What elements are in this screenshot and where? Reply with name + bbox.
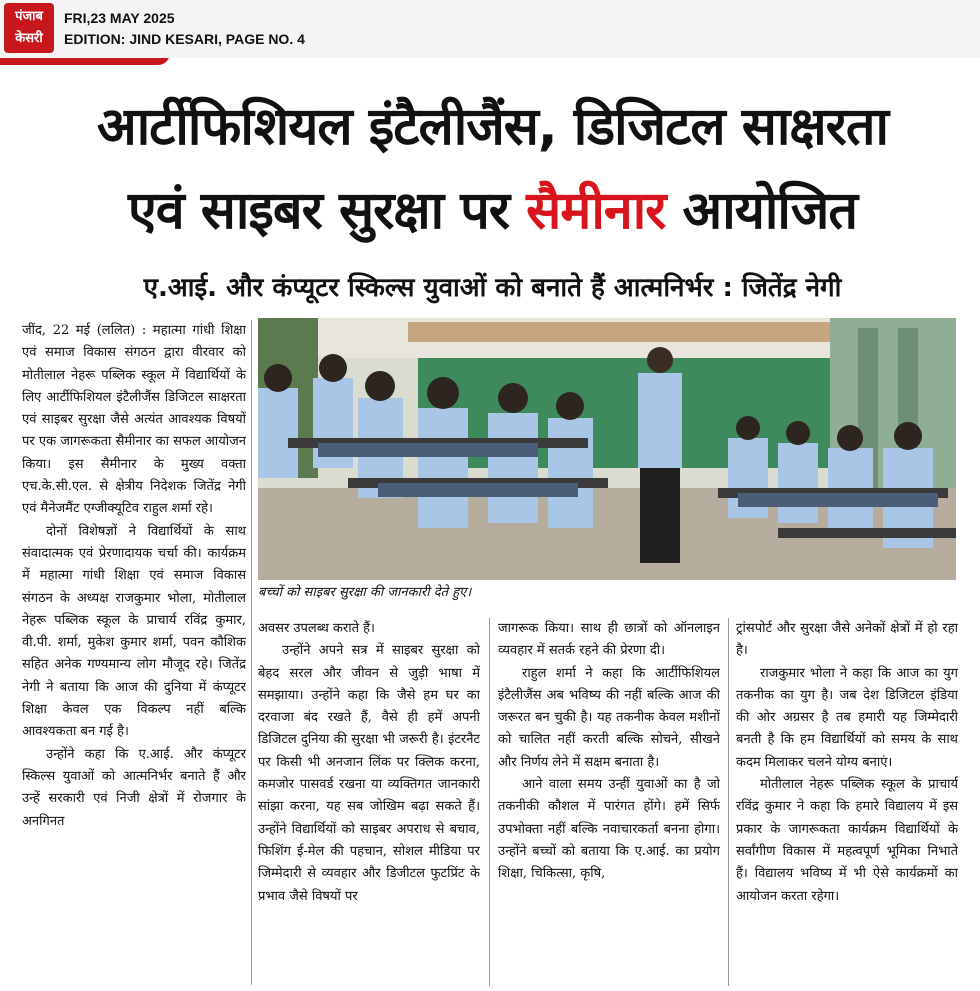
subheadline: ए.आई. और कंप्यूटर स्किल्स युवाओं को बनाते हैं आत्मनिर्भर : जितेंद्र नेगी bbox=[143, 273, 842, 303]
paragraph: अवसर उपलब्ध कराते हैं। bbox=[258, 621, 375, 636]
edition-info: EDITION: JIND KESARI, PAGE NO. 4 bbox=[64, 31, 305, 47]
paragraph: उन्होंने कहा कि ए.आई. और कंप्यूटर स्किल्स युवाओं को आत्मनिर्भर बनाते हैं और उन्हें सरकारी एवं निजी क्षेत्रों में रोजगार के अनगिनत bbox=[22, 746, 246, 829]
article-column-1 bbox=[22, 320, 246, 985]
column-divider bbox=[728, 618, 729, 986]
paragraph: ट्रांसपोर्ट और सुरक्षा जैसे अनेकों क्षेत्रों में हो रहा है। bbox=[736, 621, 958, 659]
paragraph: दोनों विशेषज्ञों ने विद्यार्थियों के साथ संवादात्मक एवं प्रेरणादायक चर्चा की। कार्यक्रम में महात्मा गांधी शिक्षा एवं समाज विकास संगठन के अध्यक्ष राजकुमार भोला, मोतीलाल नेहरू पब्लिक स्कूल के प्राचार्य रविंद्र कुमार, वी.पी. शर्मा, मुकेश कुमार शर्मा, पवन कौशिक सहित अनेक गण्यमान्य लोग मौजूद रहे। जितेंद्र नेगी ने बताया कि आज की दुनिया में कंप्यूटर शिक्षा केवल एक विकल्प नहीं बल्कि आवश्यकता बन गई है। bbox=[22, 523, 246, 740]
headline-highlight: सैमीनार bbox=[526, 181, 666, 241]
paragraph: उन्होंने अपने सत्र में साइबर सुरक्षा को बेहद सरल और जीवन से जुड़ी भाषा में समझाया। उन्होंने कहा कि जैसे हम घर का दरवाजा बंद रखते हैं, वैसे ही हमें अपनी डिजिटल दुनिया की सुरक्षा भी जरूरी है। इंटरनैट पर किसी भी अनजान लिंक पर क्लिक करना, कमजोर पासवर्ड रखना या व्यक्तिगत जानकारी सांझा करना, यह सब जोखिम बढ़ा सकते हैं। उन्होंने विद्यार्थियों को साइबर अपराध से बचाव, फिशिंग ई-मेल की पहचान, सोशल मीडिया पर जिम्मेदारी से व्यवहार और डिजीटल फुटप्रिंट के प्रभाव जैसे विषयों पर bbox=[258, 643, 480, 904]
paragraph: जींद, 22 मई (ललित) : महात्मा गांधी शिक्षा एवं समाज विकास संगठन द्वारा वीरवार को मोतीलाल नेहरू पब्लिक स्कूल में विद्यार्थियों के लिए आर्टीफिशियल इंटैलीजैंस डिजिटल साक्षरता एवं साइबर सुरक्षा जैसे अत्यंत आवश्यक विषयों पर एक जागरूकता सैमीनार का सफल आयोजन किया। इस सैमीनार के मुख्य वक्ता एच.के.सी.एल. से क्षेत्रीय निदेशक जितेंद्र नेगी एवं मैनेजमैंट एग्जीक्यूटिव राहुल शर्मा रहे। bbox=[22, 323, 246, 517]
article-column-4 bbox=[736, 618, 958, 986]
punjab-kesari-logo bbox=[4, 3, 54, 53]
column-divider bbox=[489, 618, 490, 986]
article-column-3 bbox=[498, 618, 720, 986]
masthead-fragment bbox=[0, 58, 200, 66]
clipping-meta bbox=[64, 8, 305, 50]
logo-line-2: केसरी bbox=[15, 31, 43, 46]
headline-line-1: आर्टीफिशियल इंटैलीजैंस, डिजिटल साक्षरता bbox=[97, 97, 888, 157]
logo-line-1: पंजाब bbox=[15, 9, 43, 24]
clipping-header bbox=[0, 0, 980, 58]
seminar-photo bbox=[258, 318, 956, 580]
headline-line-2-end: आयोजित bbox=[665, 181, 858, 241]
publication-date: FRI,23 MAY 2025 bbox=[64, 10, 175, 26]
paragraph: राजकुमार भोला ने कहा कि आज का युग तकनीक का युग है। जब देश डिजिटल इंडिया की ओर अग्रसर है तब हमारी यह जिम्मेदारी बनती है कि हम विद्यार्थियों को समय के साथ कदम मिलाकर चलने योग्य बनाएं। bbox=[736, 665, 958, 770]
classroom-photo-illustration bbox=[258, 318, 956, 580]
paragraph: मोतीलाल नेहरू पब्लिक स्कूल के प्राचार्य रविंद्र कुमार ने कहा कि हमारे विद्यालय में इस प्रकार के जागरूकता कार्यक्रम विद्यार्थियों के सर्वांगीण विकास में महत्वपूर्ण भूमिका निभाते हैं। विद्यालय भविष्य में भी ऐसे कार्यक्रमों का आयोजन करता रहेगा। bbox=[736, 777, 958, 904]
paragraph: राहुल शर्मा ने कहा कि आर्टीफिशियल इंटैलीजैंस अब भविष्य की नहीं बल्कि आज की जरूरत बन चुकी है। यह तकनीक केवल मशीनों को चालित नहीं करती बल्कि सोचने, सीखने और निर्णय लेने में सक्षम बनाता है। bbox=[498, 665, 720, 770]
paragraph: जागरूक किया। साथ ही छात्रों को ऑनलाइन व्यवहार में सतर्क रहने की प्रेरणा दी। bbox=[498, 621, 720, 659]
headline-line-2 bbox=[20, 176, 965, 246]
headline-line-2-start: एवं साइबर सुरक्षा पर bbox=[127, 181, 527, 241]
column-divider bbox=[251, 320, 252, 985]
photo-caption: बच्चों को साइबर सुरक्षा की जानकारी देते हुए। bbox=[258, 585, 472, 600]
article-column-2 bbox=[258, 618, 480, 986]
paragraph: आने वाला समय उन्हीं युवाओं का है जो तकनीकी कौशल में पारंगत होंगे। हमें सिर्फ उपभोक्ता नहीं बल्कि नवाचारकर्ता बनना होगा। उन्होंने बच्चों को बताया कि ए.आई. का प्रयोग शिक्षा, चिकित्सा, कृषि, bbox=[498, 777, 720, 882]
